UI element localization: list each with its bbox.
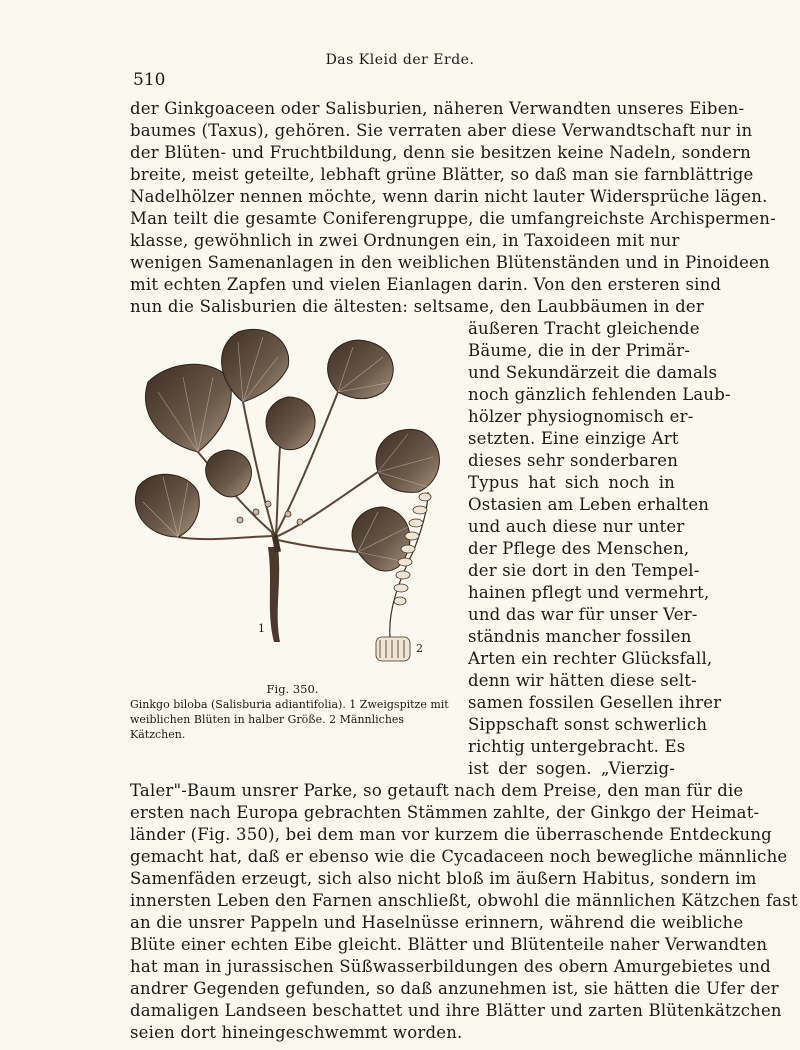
side-line: Sippschaft sonst schwerlich bbox=[468, 715, 708, 734]
side-line: äußeren Tracht gleichende bbox=[468, 319, 700, 338]
side-line: Arten ein rechter Glücksfall, bbox=[468, 649, 713, 668]
side-line: der sie dort in den Tempel- bbox=[468, 561, 700, 580]
ginkgo-drawing bbox=[128, 322, 453, 677]
side-line: und auch diese nur unter bbox=[468, 517, 685, 536]
side-line: setzten. Eine einzige Art bbox=[468, 429, 679, 448]
running-header: Das Kleid der Erde. bbox=[325, 52, 475, 68]
body-line: baumes (Taxus), gehören. Sie verraten aber diese Verwandtschaft nur in bbox=[130, 121, 753, 140]
ginkgo-illustration bbox=[128, 322, 453, 677]
side-line: der Pflege des Menschen, bbox=[468, 539, 690, 558]
body-line: der Ginkgoaceen oder Salisburien, näheren Verwandten unseres Eiben- bbox=[130, 99, 745, 118]
side-line: Bäume, die in der Primär- bbox=[468, 341, 691, 360]
body-line: Samenfäden erzeugt, sich also nicht bloß im äußern Habitus, sondern im bbox=[130, 869, 757, 888]
figure-caption bbox=[130, 697, 460, 742]
body-line: klasse, gewöhnlich in zwei Ordnungen ein, in Taxoideen mit nur bbox=[130, 231, 680, 250]
body-line: mit echten Zapfen und vielen Eianlagen darin. Von den ersteren sind bbox=[130, 275, 722, 294]
body-line: der Blüten- und Fruchtbildung, denn sie besitzen keine Nadeln, sondern bbox=[130, 143, 751, 162]
body-line: länder (Fig. 350), bei dem man vor kurzem die überraschende Entdeckung bbox=[130, 825, 772, 844]
body-line: andrer Gegenden gefunden, so daß anzunehmen ist, sie hätten die Ufer der bbox=[130, 979, 779, 998]
side-line: hölzer physiognomisch er- bbox=[468, 407, 694, 426]
body-line: innersten Leben den Farnen anschließt, obwohl die männlichen Kätzchen fast bbox=[130, 891, 798, 910]
body-line: breite, meist geteilte, lebhaft grüne Blätter, so daß man sie farnblättrige bbox=[130, 165, 754, 184]
body-line: wenigen Samenanlagen in den weiblichen Blütenständen und in Pinoideen bbox=[130, 253, 770, 272]
body-line: Nadelhölzer nennen möchte, wenn darin nicht lauter Widersprüche lägen. bbox=[130, 187, 768, 206]
side-line: richtig untergebracht. Es bbox=[468, 737, 686, 756]
body-line: hat man in jurassischen Süßwasserbildungen des obern Amurgebietes und bbox=[130, 957, 771, 976]
side-line: ist der sogen. „Vierzig- bbox=[468, 759, 675, 778]
side-line: und das war für unser Ver- bbox=[468, 605, 698, 624]
side-line: noch gänzlich fehlenden Laub- bbox=[468, 385, 731, 404]
body-line: ersten nach Europa gebrachten Stämmen zahlte, der Ginkgo der Heimat- bbox=[130, 803, 760, 822]
body-line: damaligen Landseen beschattet und ihre Blätter und zarten Blütenkätzchen bbox=[130, 1001, 782, 1020]
side-line: samen fossilen Gesellen ihrer bbox=[468, 693, 722, 712]
side-line: Ostasien am Leben erhalten bbox=[468, 495, 710, 514]
caption-line: Ginkgo biloba (Salisburia adiantifolia). 1 Zweigspitze mit bbox=[130, 698, 449, 711]
side-line: ständnis mancher fossilen bbox=[468, 627, 692, 646]
side-line: und Sekundärzeit die damals bbox=[468, 363, 718, 382]
figure-marker-1: 1 bbox=[258, 622, 265, 635]
body-line: gemacht hat, daß er ebenso wie die Cycadaceen noch bewegliche männliche bbox=[130, 847, 788, 866]
side-line: hainen pflegt und vermehrt, bbox=[468, 583, 710, 602]
figure-label: Fig. 350. bbox=[266, 682, 319, 696]
side-line: Typus hat sich noch in bbox=[468, 473, 675, 492]
body-line: an die unsrer Pappeln und Haselnüsse erinnern, während die weibliche bbox=[130, 913, 744, 932]
body-line: Blüte einer echten Eibe gleicht. Blätter und Blütenteile naher Verwandten bbox=[130, 935, 768, 954]
body-line: nun die Salisburien die ältesten: seltsame, den Laubbäumen in der bbox=[130, 297, 704, 316]
body-line: Taler"-Baum unsrer Parke, so getauft nach dem Preise, den man für die bbox=[130, 781, 744, 800]
body-line: Man teilt die gesamte Coniferengruppe, die umfangreichste Archispermen- bbox=[130, 209, 776, 228]
side-line: denn wir hätten diese selt- bbox=[468, 671, 697, 690]
caption-line: weiblichen Blüten in halber Größe. 2 Männliches Kätzchen. bbox=[130, 713, 405, 741]
side-line: dieses sehr sonderbaren bbox=[468, 451, 679, 470]
body-line: seien dort hineingeschwemmt worden. bbox=[130, 1023, 463, 1042]
figure-marker-2: 2 bbox=[416, 642, 423, 655]
page-number: 510 bbox=[133, 70, 166, 90]
